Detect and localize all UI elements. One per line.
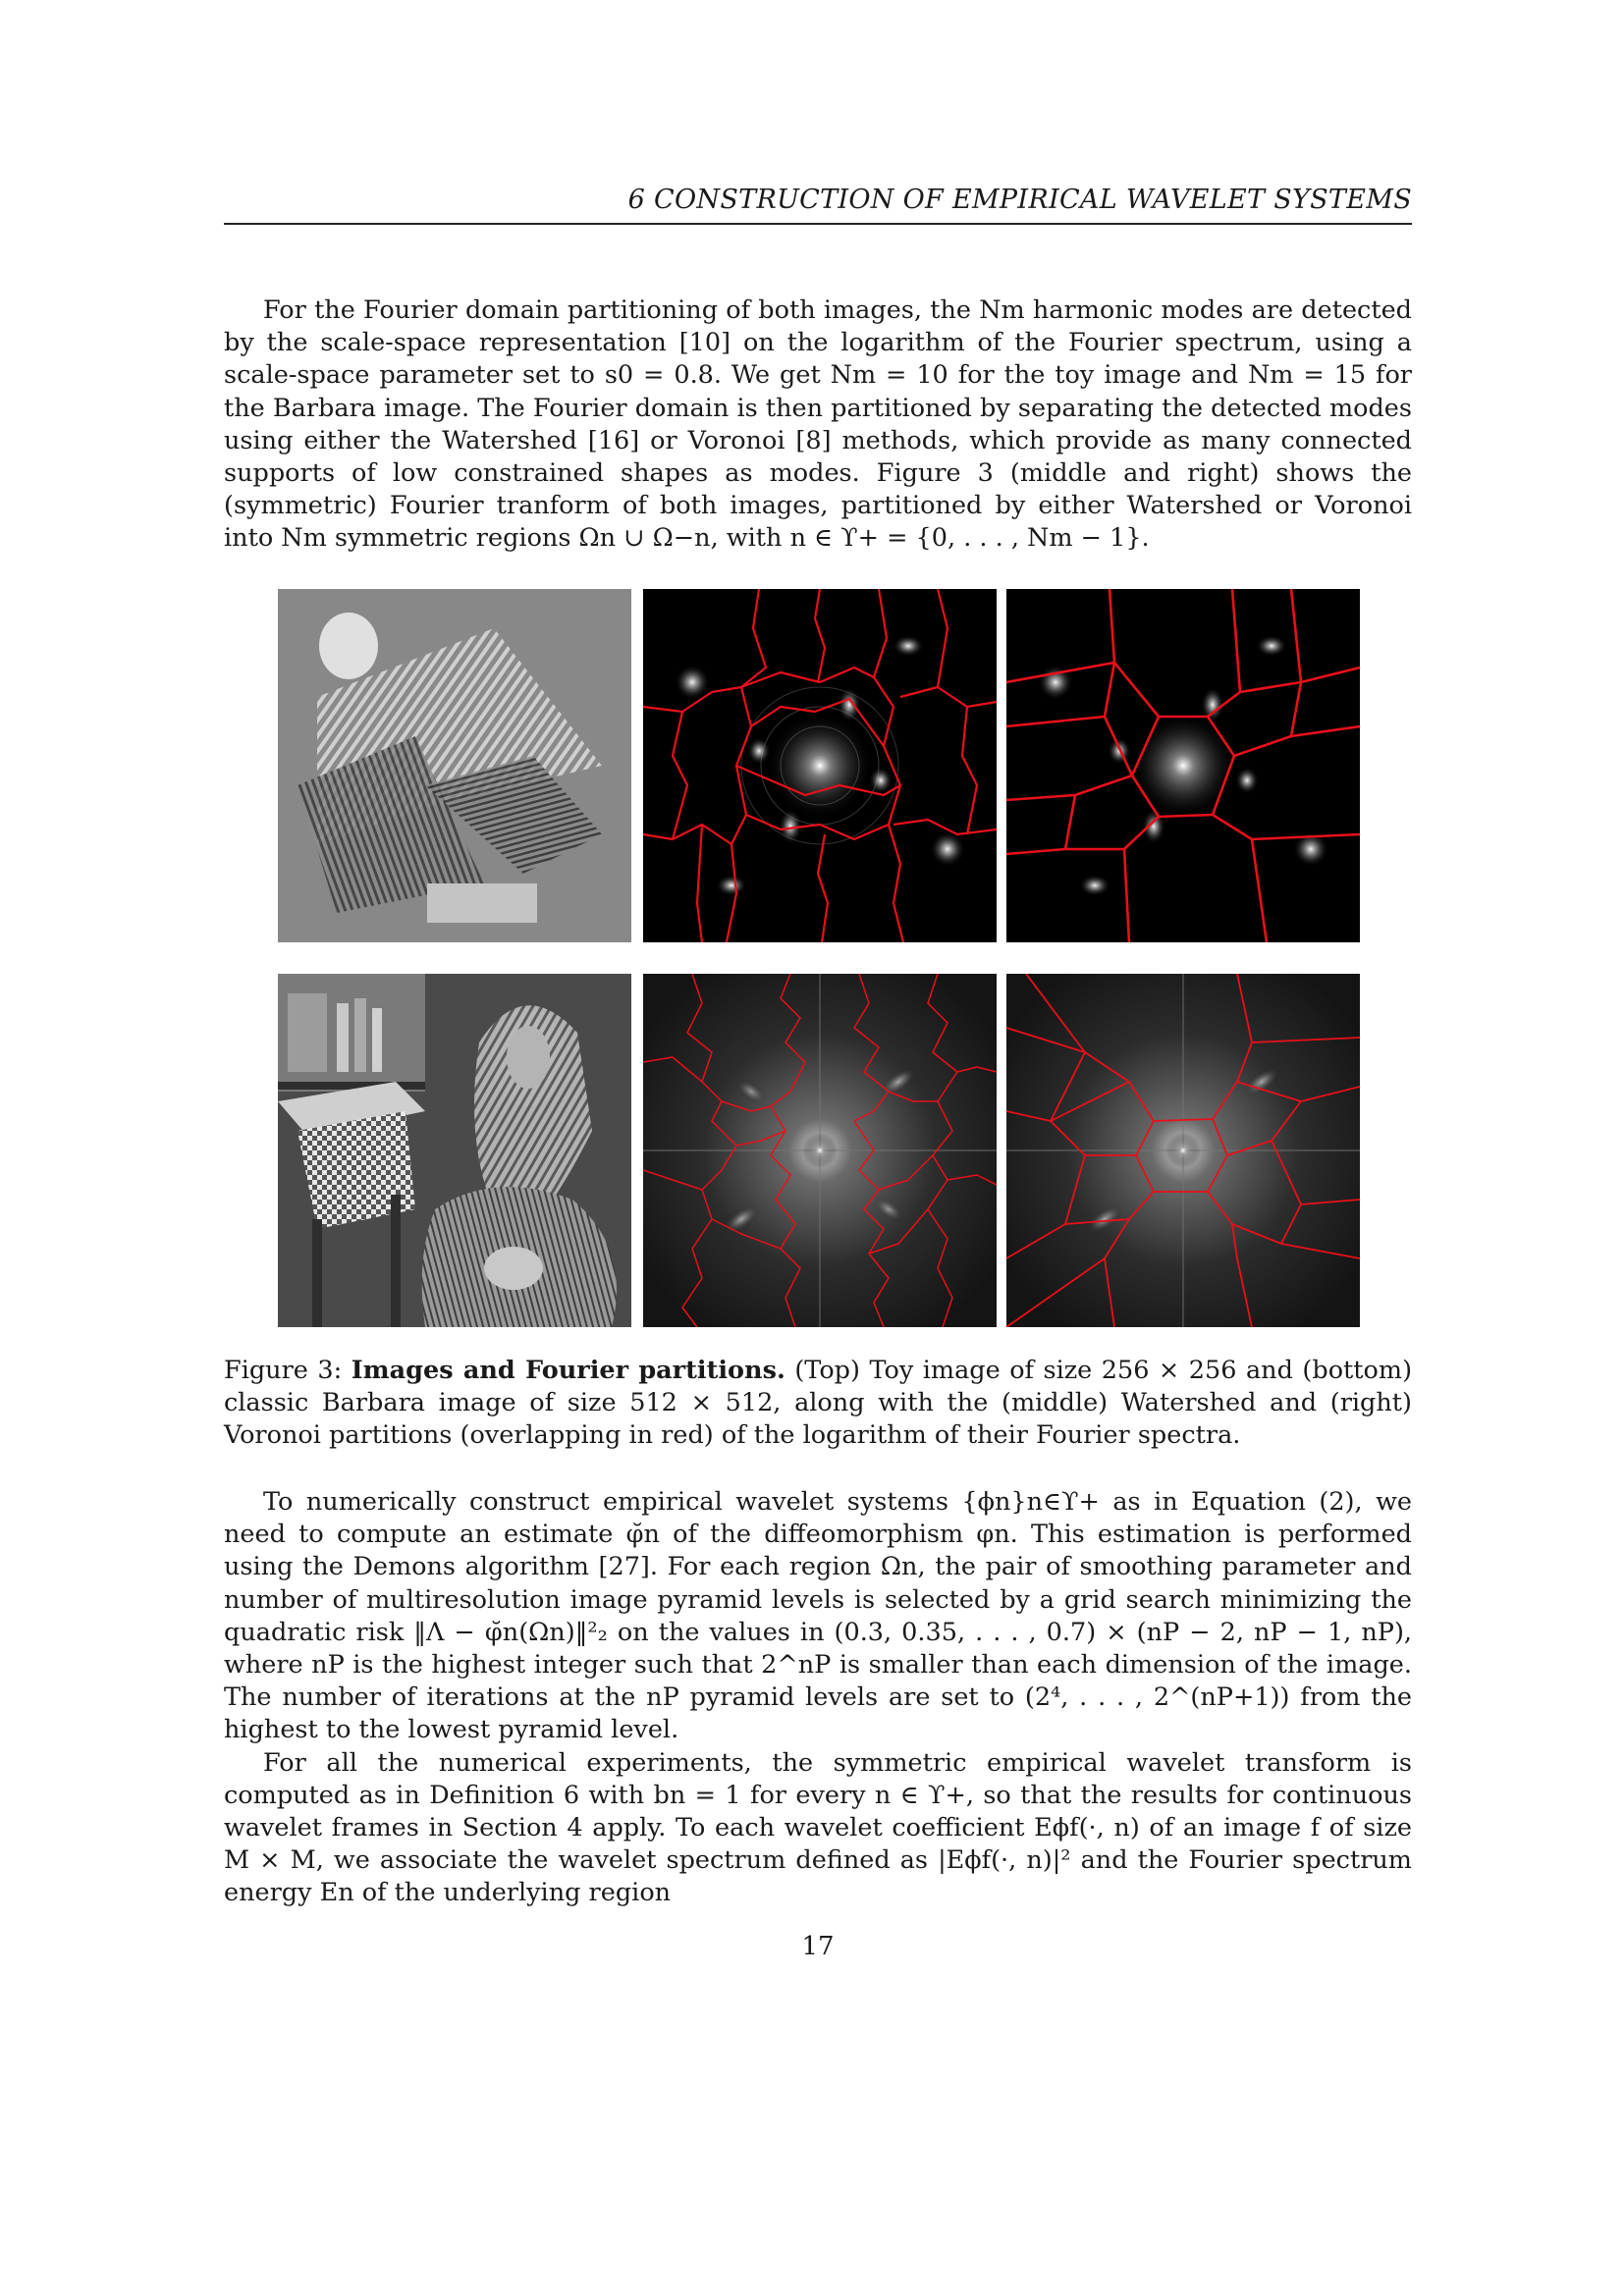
paragraph-1-text: For the Fourier domain partitioning of both images, the Nm harmonic modes are detected by the scale-space representation [10] on the logarithm of the Fourier spectrum, using a scale-space parameter set to s0 = 0.8. We get Nm = 10 for the toy image and Nm = 15 for the Barbara image. The Fourier domain is then partitioned by separating the detected modes using either the Watershed [16] or Voronoi [8] methods, which provide as many connected supports of low constrained shapes as modes. Figure 3 (middle and right) shows the (symmetric) Fourier tranform of both images, partitioned by either Watershed or Voronoi into Nm symmetric regions Ωn ∪ Ω−n, with n ∈ ϒ+ = {0, . . . , Nm − 1}. — [224, 295, 1412, 554]
barbara-watershed-partition — [643, 974, 997, 1327]
barbara-image — [278, 974, 631, 1327]
toy-image — [278, 589, 631, 942]
paper-page — [224, 0, 1412, 2296]
figure-caption — [224, 1355, 1412, 1453]
header-rule — [224, 223, 1412, 225]
toy-voronoi-partition — [1006, 589, 1360, 942]
paragraph-3-text: For all the numerical experiments, the symmetric empirical wavelet transform is computed as in Definition 6 with bn = 1 for every n ∈ ϒ+, so that the results for continuous wavelet frames in Section 4 apply. To each wavelet coefficient Eϕf(·, n) of an image f of size M × M, we associate the wavelet spectrum defined as |Eϕf(·, n)|² and the Fourier spectrum energy En of the underlying region — [224, 1747, 1412, 1908]
paragraph-2-3 — [224, 1486, 1412, 1910]
figure-3 — [278, 589, 1358, 1335]
caption-title: Images and Fourier partitions. — [351, 1356, 785, 1385]
barbara-voronoi-partition — [1006, 974, 1360, 1327]
page-number: 17 — [801, 1932, 835, 1961]
toy-watershed-partition — [643, 589, 997, 942]
paragraph-2-text: To numerically construct empirical wavelet systems {ϕn}n∈ϒ+ as in Equation (2), we need to compute an estimate φ̆n of the diffeomorphism φn. This estimation is performed using the Demons algorithm [27]. For each region Ωn, the pair of smoothing parameter and number of multiresolution image pyramid levels is selected by a grid search minimizing the quadratic risk ‖Λ − φ̆n(Ωn)‖²₂ on the values in (0.3, 0.35, . . . , 0.7) × (nP − 2, nP − 1, nP), where nP is the highest integer such that 2^nP is smaller than each dimension of the image. The number of iterations at the nP pyramid levels are set to (2⁴, . . . , 2^(nP+1)) from the highest to the lowest pyramid level. — [224, 1487, 1412, 1745]
caption-text: (Top) Toy image of size 256 × 256 and (bottom) classic Barbara image of size 512 × 512, along with the (middle) Watershed and (right) Voronoi partitions (overlapping in red) of the logarithm of their Fourier spectra. — [224, 1356, 1413, 1451]
paragraph-1 — [224, 294, 1412, 556]
running-head: 6 CONSTRUCTION OF EMPIRICAL WAVELET SYSTEMS — [627, 185, 1412, 215]
caption-label: Figure 3: — [224, 1356, 343, 1385]
